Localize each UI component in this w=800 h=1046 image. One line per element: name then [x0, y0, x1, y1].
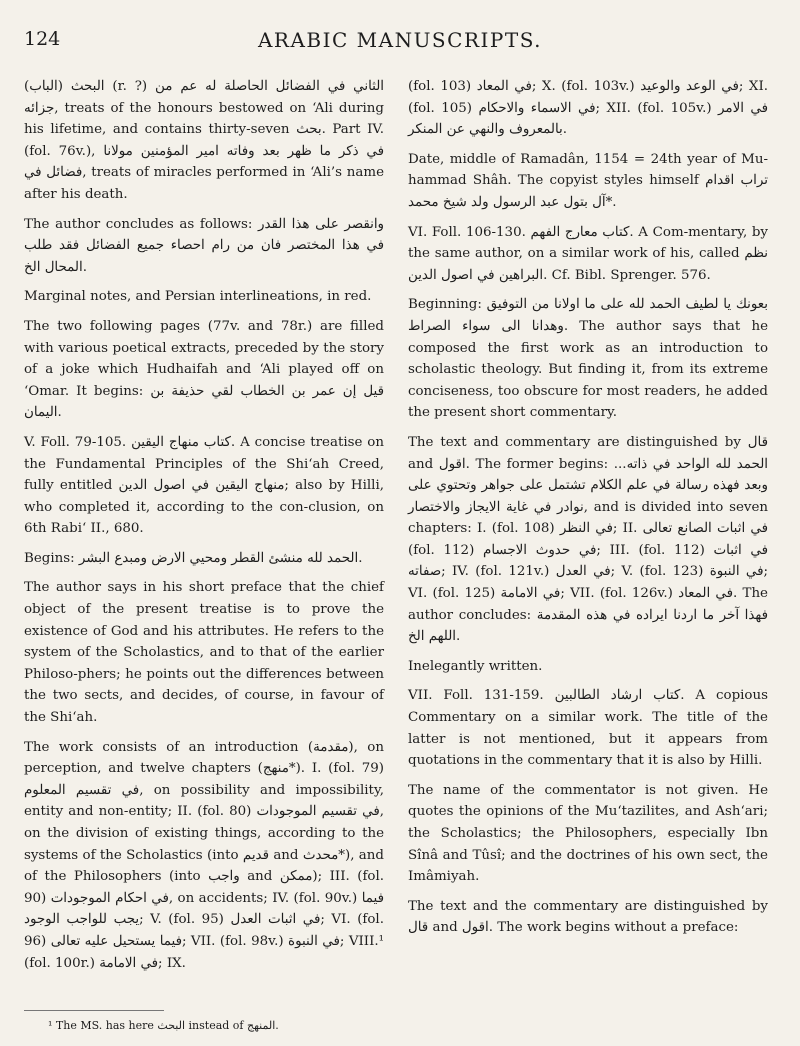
paragraph-part-vii: VII. Foll. 131-159. كتاب ارشاد الطالبين. A copious Commentary on a similar work. The title of the latter is not mentioned, but it appears from quotations in the commentary that it is also by Hilli.	[408, 688, 768, 769]
paragraph-begins: Begins: الحمد لله منشئ القطر ومحيي الارض ومبدع البشر.	[24, 550, 363, 566]
paragraph-preface: The author says in his short preface that the chief object of the present treatise is to prove the existence of God and his attributes. He refers to the system of the Scholastics, and to that of the earlier Philoso-phers; he points out the differences between the two sects, and decides, of course, in favour of the Shi‘ah.	[24, 580, 384, 726]
paragraph-bahth: البحث (الباب) (r. ?) الثاني في الفضائل الحاصلة له عم من جزائه, treats of the honours bestowed on ‘Ali during his lifetime, and contains thirty-seven بحث. Part IV. (fol. 76v.), في ذكر ما ظهر بعد وفاته امير المؤمنين مولانا فضائل في, treats of miracles performed in ‘Ali’s name after his death.	[24, 79, 385, 202]
paragraph-inelegant: Inelegantly written.	[408, 658, 543, 674]
paragraph-commentator: The name of the commentator is not given. He quotes the opinions of the Mu‘tazilites, and Ash‘ari; the Scholastics; the Philosophers, especially Ibn Sînâ and Tûsî; and the doctrines of his own sect, the Imâmiyah.	[408, 782, 768, 885]
paragraph-conclusion: The author concludes as follows: وانقصر على هذا القدر في هذا المختصر فان من رام احصاء جميع الفضائل فقد طلب المحال الخ.	[24, 216, 385, 275]
paragraph-part-v: V. Foll. 79-105. كتاب منهاج اليقين. A concise treatise on the Fundamental Principles of the Shi‘ah Creed, fully entitled منهاج اليقين في اصول الدين; also by Hilli, who completed it, according to the con-clusion, on 6th Rabi‘ II., 680.	[24, 434, 384, 537]
paragraph-text-commentary: The text and commentary are distinguished by قال and اقول. The former begins: الحمد لله الواحد في ذاته... وبعد فهذه رسالة في علم الكلام تشتمل على جواهر وتحتوي على نوادر في غاية الايجاز والاختصار, and is divided into seven chapters: I. (fol. 108) في النظر; II. في اثبات الصانع تعالى (fol. 112) في حدوث الاجسام; III. (fol. 112) في اثبات صفاته; IV. (fol. 121v.) في العدل; V. (fol. 123) في النبوة; VI. (fol. 125) في الامامة; VII. (fol. 126v.) في المعاد. The author concludes: فهذا آخر ما اردنا ايراده في هذه المقدمة اللهم الخ.	[408, 434, 769, 645]
page-number: 124	[24, 28, 61, 50]
paragraph-chapters: The work consists of an introduction (مقدمة), on perception, and twelve chapters (منهج*). I. (fol. 79) في تقسيم المعلوم, on possibility and impossibility, entity and non-entity; II. (fol. 80) في تقسيم الموجودات, on the division of existing things, according to the systems of the Scholastics (into قديم and محدث*), and of the Philosophers (into واجب and ممكن); III. (fol. 90) في احكام الموجودات, on accidents; IV. (fol. 90v.) فيما يجب للواجب الوجود; V. (fol. 95) في اثبات العدل; VI. (fol. 96) فيما يستحيل عليه تعالى; VII. (fol. 98v.) في النبوة; VIII.¹ (fol. 100r.) في الامامة; IX.	[24, 739, 385, 971]
paragraph-date: Date, middle of Ramadân, 1154 = 24th year of Mu-hammad Shâh. The copyist styles himself تراب اقدام آل بتول عبد الرسول ولد شيخ محمد*.	[408, 151, 768, 210]
left-column	[24, 76, 384, 982]
footnote-rule	[24, 1010, 164, 1011]
page-header	[24, 28, 776, 58]
paragraph-beginning: Beginning: بعونك يا لطيف الحمد لله على ما اولانا من التوفيق وهدانا الى سواء الصراط. The author says that he composed the first work as an introduction to scholastic theology. But finding it, from its extreme conciseness, too obscure for most readers, he added the present short commentary.	[408, 297, 769, 421]
footnote: ¹ The MS. has here البحث instead of المنهج.	[48, 1019, 279, 1032]
paragraph-chapters-cont: (fol. 103) في المعاد; X. (fol. 103v.) في الوعد والوعيد; XI. (fol. 105) في الاسماء والاحكام; XII. (fol. 105v.) في الامر بالمعروف والنهي عن المنكر.	[408, 79, 768, 138]
paragraph-marginal-notes: Marginal notes, and Persian interlineations, in red.	[24, 289, 372, 305]
right-column	[408, 76, 768, 947]
paragraph-poetical-extracts: The two following pages (77v. and 78r.) are filled with various poetical extracts, preceded by the story of a joke which Hudhaifah and ‘Ali played off on ‘Omar. It begins: قيل إن عمر بن الخطاب لقي حذيفة بن اليمان.	[24, 318, 384, 421]
paragraph-work-begins: The text and the commentary are distinguished by قال and اقول. The work begins without a preface:	[408, 898, 768, 936]
paragraph-part-vi: VI. Foll. 106-130. كتاب معارج الفهم. A Com-mentary, by the same author, on a similar work of his, called نظم البراهين في اصول الدين. Cf. Bibl. Sprenger. 576.	[408, 224, 769, 283]
running-title: ARABIC MANUSCRIPTS.	[257, 28, 543, 52]
